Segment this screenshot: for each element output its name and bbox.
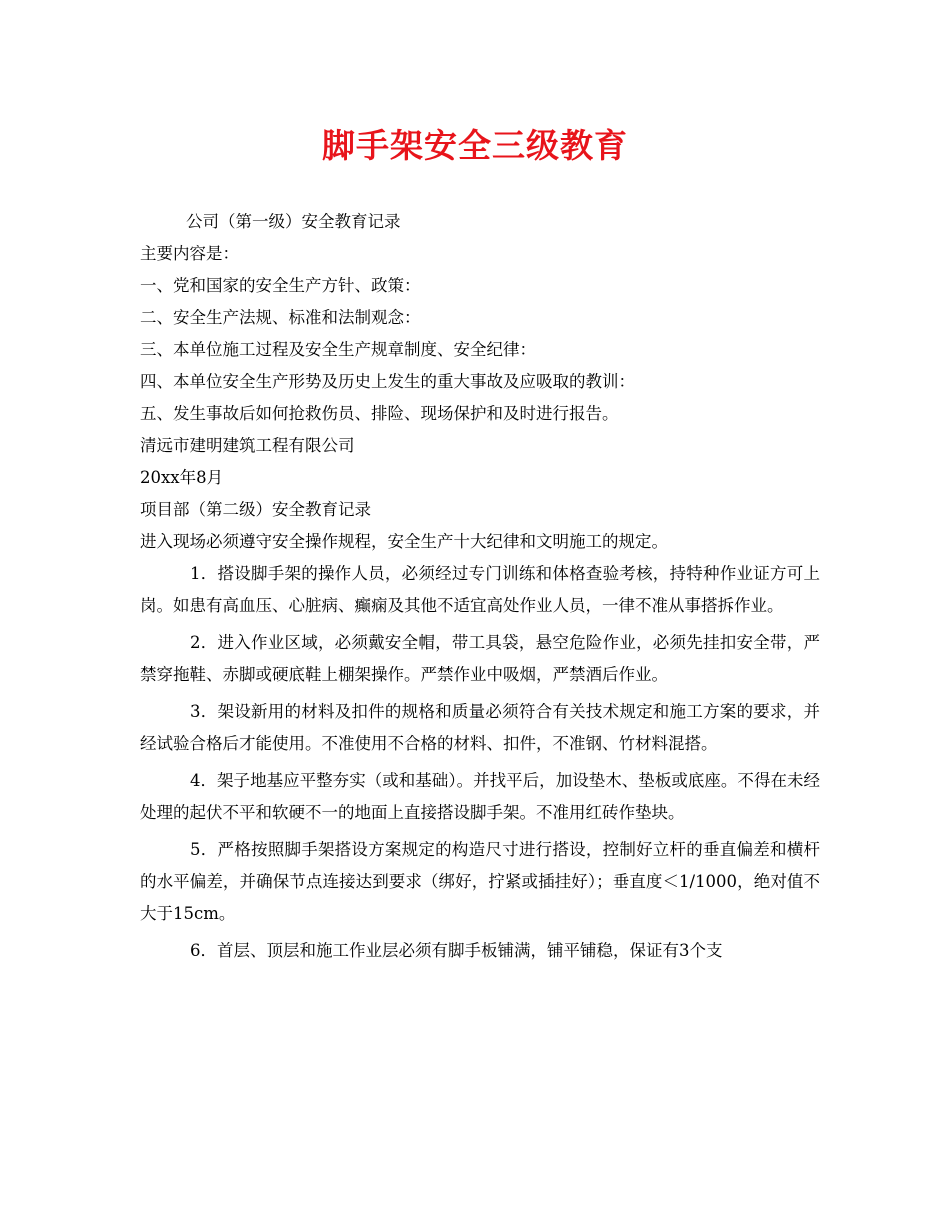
company-name: 清远市建明建筑工程有限公司 <box>140 436 355 455</box>
rule-paragraph: 6．首层、顶层和施工作业层必须有脚手板铺满，铺平铺稳，保证有3个支 <box>190 941 723 960</box>
section-heading-project: 项目部（第二级）安全教育记录 <box>140 500 371 519</box>
list-item: 四、本单位安全生产形势及历史上发生的重大事故及应吸取的教训： <box>140 372 635 391</box>
document-title: 脚手架安全三级教育 <box>322 126 628 165</box>
document-body <box>140 206 820 972</box>
rule-paragraph: 2．进入作业区域，必须戴安全帽，带工具袋，悬空危险作业，必须先挂扣安全带，严禁穿拖鞋、赤脚或硬底鞋上棚架操作。严禁作业中吸烟，严禁酒后作业。 <box>140 633 820 684</box>
rule-paragraph: 5．严格按照脚手架搭设方案规定的构造尺寸进行搭设，控制好立杆的垂直偏差和横杆的水平偏差，并确保节点连接达到要求（绑好，拧紧或插挂好）；垂直度＜1/1000，绝对值不大于15cm。 <box>140 840 820 923</box>
rule-paragraph: 4．架子地基应平整夯实（或和基础）。并找平后，加设垫木、垫板或底座。不得在未经处理的起伏不平和软硬不一的地面上直接搭设脚手架。不准用红砖作垫块。 <box>140 771 820 822</box>
list-item: 五、发生事故后如何抢救伤员、排险、现场保护和及时进行报告。 <box>140 404 619 423</box>
section-heading-company: 公司（第一级）安全教育记录 <box>186 212 401 231</box>
text-line: 进入现场必须遵守安全操作规程，安全生产十大纪律和文明施工的规定。 <box>140 532 668 551</box>
list-item: 一、党和国家的安全生产方针、政策： <box>140 276 421 295</box>
list-item: 三、本单位施工过程及安全生产规章制度、安全纪律： <box>140 340 536 359</box>
list-item: 二、安全生产法规、标准和法制观念： <box>140 308 421 327</box>
rule-paragraph: 1．搭设脚手架的操作人员，必须经过专门训练和体格查验考核，持特种作业证方可上岗。如患有高血压、心脏病、癫痫及其他不适宜高处作业人员，一律不准从事搭拆作业。 <box>140 564 820 615</box>
date-line: 20xx年8月 <box>140 468 224 487</box>
rule-paragraph: 3．架设新用的材料及扣件的规格和质量必须符合有关技术规定和施工方案的要求，并经试验合格后才能使用。不准使用不合格的材料、扣件，不准钢、竹材料混搭。 <box>140 702 820 753</box>
text-line: 主要内容是： <box>140 244 239 263</box>
